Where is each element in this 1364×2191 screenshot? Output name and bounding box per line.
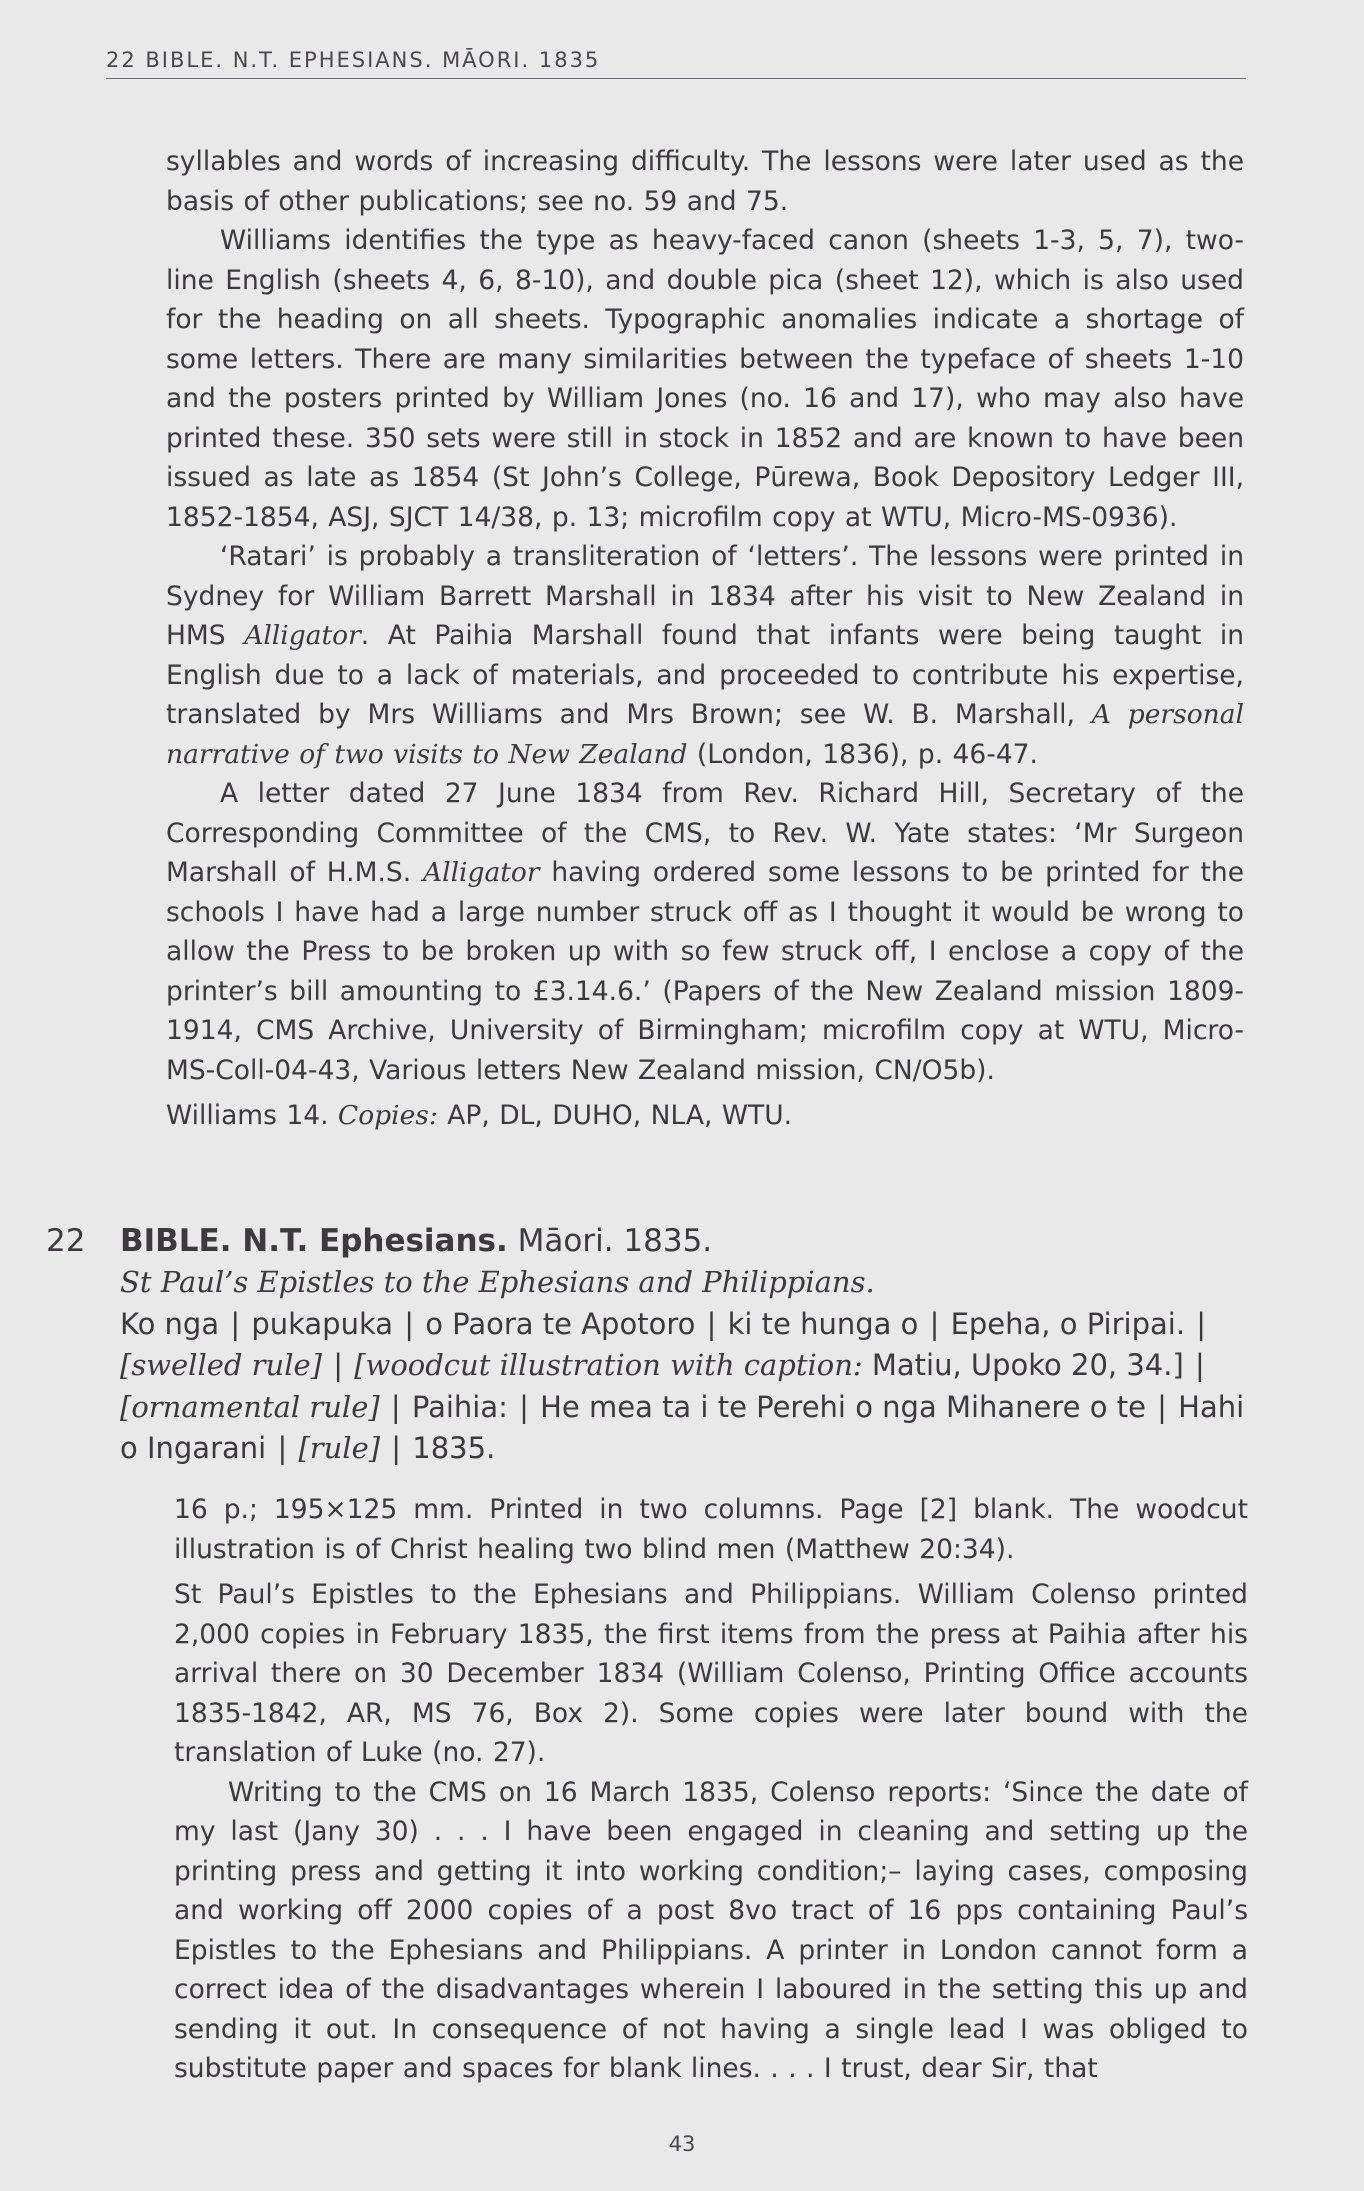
page-number: 43 (668, 2132, 696, 2156)
entry-transcription (120, 1262, 1246, 1470)
uniform-title: St Paul’s Epistles to the Ephesians and Philippians. (120, 1265, 875, 1299)
text-run: (London, 1836), p. 46-47. (687, 738, 1038, 770)
title-segment: o Paora te Apotoro (425, 1306, 696, 1341)
text-run: A letter dated 27 June 1834 from Rev. Richard Hill, Secretary of the Corresponding Committee of the CMS, to Rev. W. Yate states: ‘Mr Surgeon Marshall of H.M.S. (166, 778, 1244, 888)
ship-name: Alligator (422, 857, 540, 888)
title-segment: He mea ta i te Perehi o nga Mihanere o te (540, 1389, 1146, 1424)
text-run: having ordered some lessons to be printed for the schools I have had a large number struck off as I thought it would be wrong to allow the Press to be broken up with so few struck off, I enclose a copy of the printer’s bill amounting to £3.14.6.’ (Papers of the New Zealand mission 1809-1914, CMS Archive, University of Birmingham; microfilm copy at WTU, Micro-MS-Coll-04-43, Various letters New Zealand mission, CN/O5b). (166, 857, 1244, 1086)
continued-paragraph-4 (166, 774, 1244, 1090)
line-divider: | (404, 1306, 414, 1341)
text-run: ‘Ratari’ is probably a transliteration of ‘letters’. The lessons were printed in Sydney for William Barrett Marshall in 1834 after his visit to New Zealand in HMS (166, 541, 1244, 651)
notes-paragraph-2: Writing to the CMS on 16 March 1835, Colenso reports: ‘Since the date of my last (Jany 30) . . . I have been engaged in cleaning and setting up the printing press and getting it into working condition;– laying cases, composing and working off 2000 copies of a post 8vo tract of 16 pps containing Paul’s Epistles to the Ephesians and Philippians. A printer in London cannot form a correct idea of the disadvantages wherein I laboured in the setting this up and sending it out. In consequence of not having a single lead I was obliged to substitute paper and spaces for blank lines. . . . I trust, dear Sir, that (174, 1776, 1248, 2084)
title-segment: [swelled rule] (120, 1348, 322, 1382)
title-segment: ki te hunga o (727, 1306, 919, 1341)
notes-paragraph-1: St Paul’s Epistles to the Ephesians and Philippians. William Colenso printed 2,000 copies in February 1835, the first items from the press at Paihia after his arrival there on 30 December 1834 (William Colenso, Printing Office accounts 1835-1842, AR, MS 76, Box 2). Some copies were later bound with the translation of Luke (no. 27). (174, 1579, 1248, 1768)
text-run: . At Paihia Marshall found that infants were being taught in English due to a lack of materials, and proceeded to contribute his expertise, translated by Mrs Williams and Mrs Brown; see W. B. Marshall, (166, 620, 1245, 730)
title-segment: Epeha, o Piripai. (950, 1306, 1186, 1341)
line-divider: | (333, 1348, 343, 1382)
ship-name: Alligator (244, 620, 361, 651)
reference: Williams 14. (166, 1100, 338, 1131)
entry-title: BIBLE. N.T. Ephesians. (120, 1223, 508, 1259)
title-segment: [ornamental rule] (120, 1389, 380, 1424)
title-segment: 1835. (412, 1431, 496, 1465)
line-divider: | (277, 1431, 288, 1465)
line-divider: | (390, 1389, 401, 1424)
line-divider: | (1196, 1306, 1207, 1341)
running-head: 22 BIBLE. N.T. EPHESIANS. MĀORI. 1835 (106, 48, 1246, 79)
entry-22-notes (174, 1490, 1248, 2089)
title-segment: Paihia: (411, 1389, 508, 1424)
entry-22 (46, 1220, 1246, 1470)
line-divider: | (1195, 1348, 1205, 1382)
title-segment: Matiu, Upoko 20, 34.] (871, 1348, 1184, 1382)
title-segment: [rule] (298, 1431, 381, 1465)
book-title: A personal narrative of two visits to New Zealand (166, 699, 1244, 770)
line-divider: | (1157, 1389, 1167, 1424)
copies-line (166, 1096, 1244, 1136)
entry-number: 22 (46, 1223, 86, 1259)
title-segment: Ko nga (120, 1306, 220, 1341)
line-divider: | (230, 1306, 241, 1341)
continued-paragraph-1: syllables and words of increasing difficulty. The lessons were later used as the basis of other publications; see no. 59 and 75. (166, 146, 1244, 217)
copies-list: AP, DL, DUHO, NLA, WTU. (437, 1100, 793, 1131)
continued-paragraph-3 (166, 537, 1244, 774)
title-segment: Hahi o Ingarani (120, 1389, 1245, 1465)
continued-paragraph-2: Williams identifies the type as heavy-faced canon (sheets 1-3, 5, 7), two-line English (sheets 4, 6, 8-10), and double pica (sheet 12), which is also used for the heading on all sheets. Typographic anomalies indicate a shortage of some letters. There are many similarities between the typeface of sheets 1-10 and the posters printed by William Jones (no. 16 and 17), who may also have printed these. 350 sets were still in stock in 1852 and are known to have been issued as late as 1854 (St John’s College, Pūrewa, Book Depository Ledger III, 1852-1854, ASJ, SJCT 14/38, p. 13; microfilm copy at WTU, Micro-MS-0936). (166, 225, 1244, 533)
copies-label: Copies: (337, 1100, 438, 1131)
line-divider: | (391, 1431, 402, 1465)
line-divider: | (519, 1389, 529, 1424)
title-transcription (120, 1304, 1246, 1470)
previous-entry-continuation (166, 142, 1244, 1136)
entry-heading (46, 1220, 1246, 1262)
line-divider: | (706, 1306, 717, 1341)
physical-description: 16 p.; 195×125 mm. Printed in two columns. Page [2] blank. The woodcut illustration is of Christ healing two blind men (Matthew 20:34). (174, 1494, 1248, 1565)
title-segment: [woodcut illustration with caption: (354, 1348, 872, 1382)
title-segment: pukapuka (251, 1306, 393, 1341)
entry-language-year: Māori. 1835. (507, 1223, 713, 1259)
line-divider: | (929, 1306, 940, 1341)
